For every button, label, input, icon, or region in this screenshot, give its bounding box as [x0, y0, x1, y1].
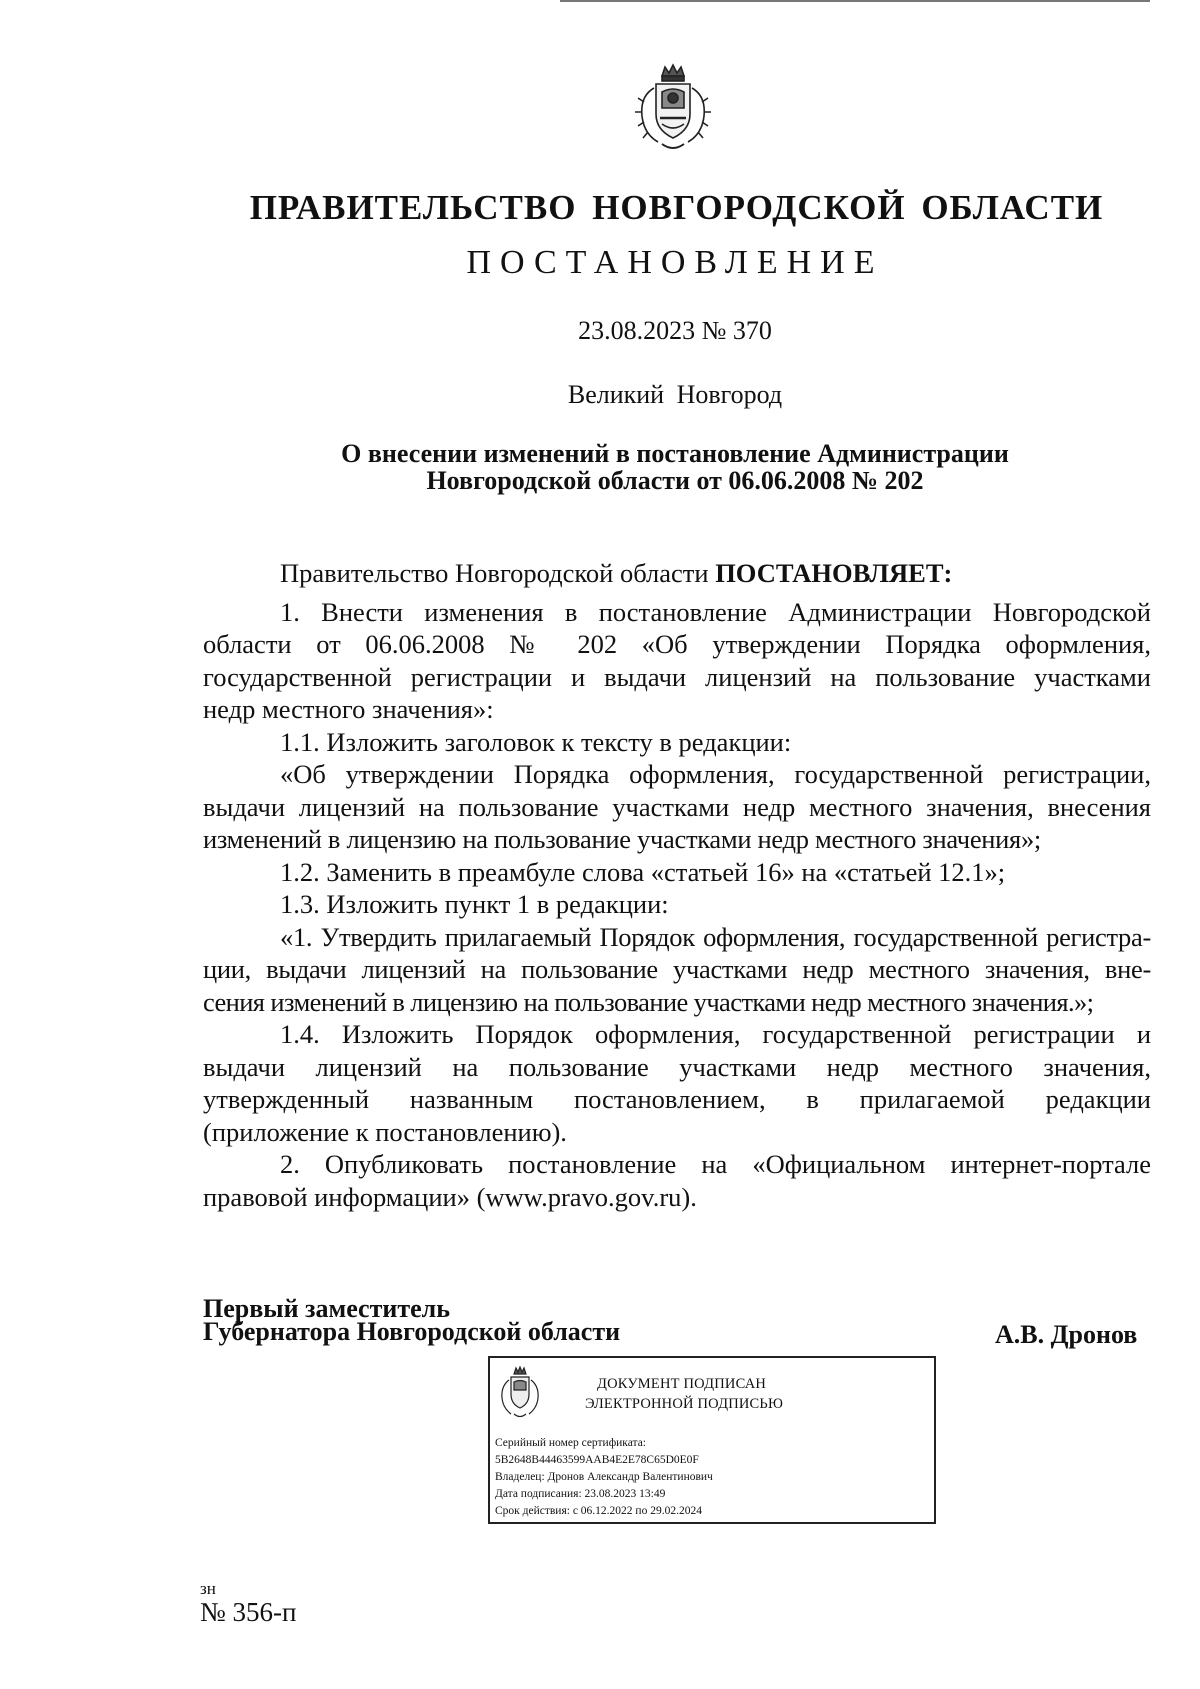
- paragraph-1-line: 1. Внести изменения в постановление Администрации Новгородской: [280, 596, 1151, 627]
- signer-position-line: Губернатора Новгородской области: [203, 1317, 621, 1346]
- scan-edge-line: [560, 0, 1150, 2]
- paragraph-1-1: 1.1. Изложить заголовок к тексту в редакции:: [280, 726, 792, 757]
- org-title: ПРАВИТЕЛЬСТВО НОВГОРОДСКОЙ ОБЛАСТИ: [249, 188, 1104, 227]
- signer-position-line: Первый заместитель: [203, 1294, 450, 1323]
- intro-keyword: ПОСТАНОВЛЯЕТ:: [715, 558, 953, 588]
- paragraph-1-line: области от 06.06.2008 № 202 «Об утверждении Порядка оформления,: [203, 629, 1151, 659]
- quote-1-3-line: «1. Утвердить прилагаемый Порядок оформления, государственной регистра-: [280, 921, 1151, 952]
- document-body: [203, 557, 1151, 1213]
- esig-heading-line: ДОКУМЕНТ ПОДПИСАН: [597, 1376, 767, 1392]
- document-date-number: 23.08.2023 № 370: [578, 316, 772, 345]
- paragraph-1-3: 1.3. Изложить пункт 1 в редакции:: [280, 889, 669, 919]
- subject-line: О внесении изменений в постановление Администрации: [341, 439, 1009, 468]
- esig-validity: Срок действия: с 06.12.2022 по 29.02.2024: [495, 1505, 702, 1517]
- subject-line: Новгородской области от 06.06.2008 № 202: [426, 466, 924, 495]
- document-city: Великий Новгород: [567, 380, 783, 409]
- coat-of-arms-icon: [632, 62, 714, 154]
- esig-heading: [585, 1374, 905, 1414]
- paragraph-1-4-line: утвержденный названным постановлением, в прилагаемой редакции: [203, 1084, 1151, 1114]
- paragraph-2-line: 2. Опубликовать постановление на «Официальном интернет-портале: [280, 1149, 1151, 1179]
- esig-cert-label: Серийный номер сертификата:: [495, 1437, 646, 1449]
- paragraph-1-2: 1.2. Заменить в преамбуле слова «статьей 16» на «статьей 12.1»;: [280, 856, 1006, 887]
- esig-sign-date: Дата подписания: 23.08.2023 13:49: [495, 1488, 666, 1500]
- quote-1-1-line: выдачи лицензий на пользование участками недр местного значения, внесения: [203, 791, 1151, 822]
- signer-name: А.В. Дронов: [995, 1320, 1138, 1349]
- paragraph-2-line: правовой информации» (www.pravo.gov.ru).: [203, 1181, 697, 1212]
- intro-text: Правительство Новгородской области: [280, 558, 716, 588]
- paragraph-1-line: недр местного значения»:: [203, 694, 494, 724]
- quote-1-3-line: ции, выдачи лицензий на пользование участками недр местного значения, вне-: [203, 954, 1151, 984]
- electronic-signature-stamp: [488, 1356, 936, 1524]
- footer-code: зн: [200, 1579, 216, 1598]
- esig-heading-line: ЭЛЕКТРОННОЙ ПОДПИСЬЮ: [585, 1396, 784, 1412]
- footer-number: № 356-п: [200, 1597, 297, 1627]
- esig-cert-number: 5B2648B44463599AAB4E2E78C65D0E0F: [495, 1454, 699, 1466]
- coat-of-arms-small-icon: [498, 1366, 542, 1420]
- document-subject: [0, 440, 1200, 494]
- quote-1-1-line: изменений в лицензию на пользование участками недр местного значения»;: [203, 824, 1041, 854]
- esig-owner: Владелец: Дронов Александр Валентинович: [495, 1471, 713, 1483]
- paragraph-1-line: государственной регистрации и выдачи лицензий на пользование участками: [203, 661, 1151, 692]
- paragraph-1-4-line: выдачи лицензий на пользование участками недр местного значения,: [203, 1051, 1151, 1082]
- resolution-intro: [203, 557, 1151, 590]
- esig-details: [495, 1435, 930, 1520]
- paragraph-1-4-line: (приложение к постановлению).: [203, 1116, 567, 1147]
- paragraph-1-4-line: 1.4. Изложить Порядок оформления, государственной регистрации и: [280, 1019, 1151, 1049]
- document-type: ПОСТАНОВЛЕНИЕ: [466, 244, 884, 281]
- quote-1-3-line: сения изменений в лицензию на пользование участками недр местного значения.»;: [203, 986, 1094, 1017]
- quote-1-1-line: «Об утверждении Порядка оформления, государственной регистрации,: [280, 759, 1151, 789]
- signer-position: [203, 1294, 621, 1346]
